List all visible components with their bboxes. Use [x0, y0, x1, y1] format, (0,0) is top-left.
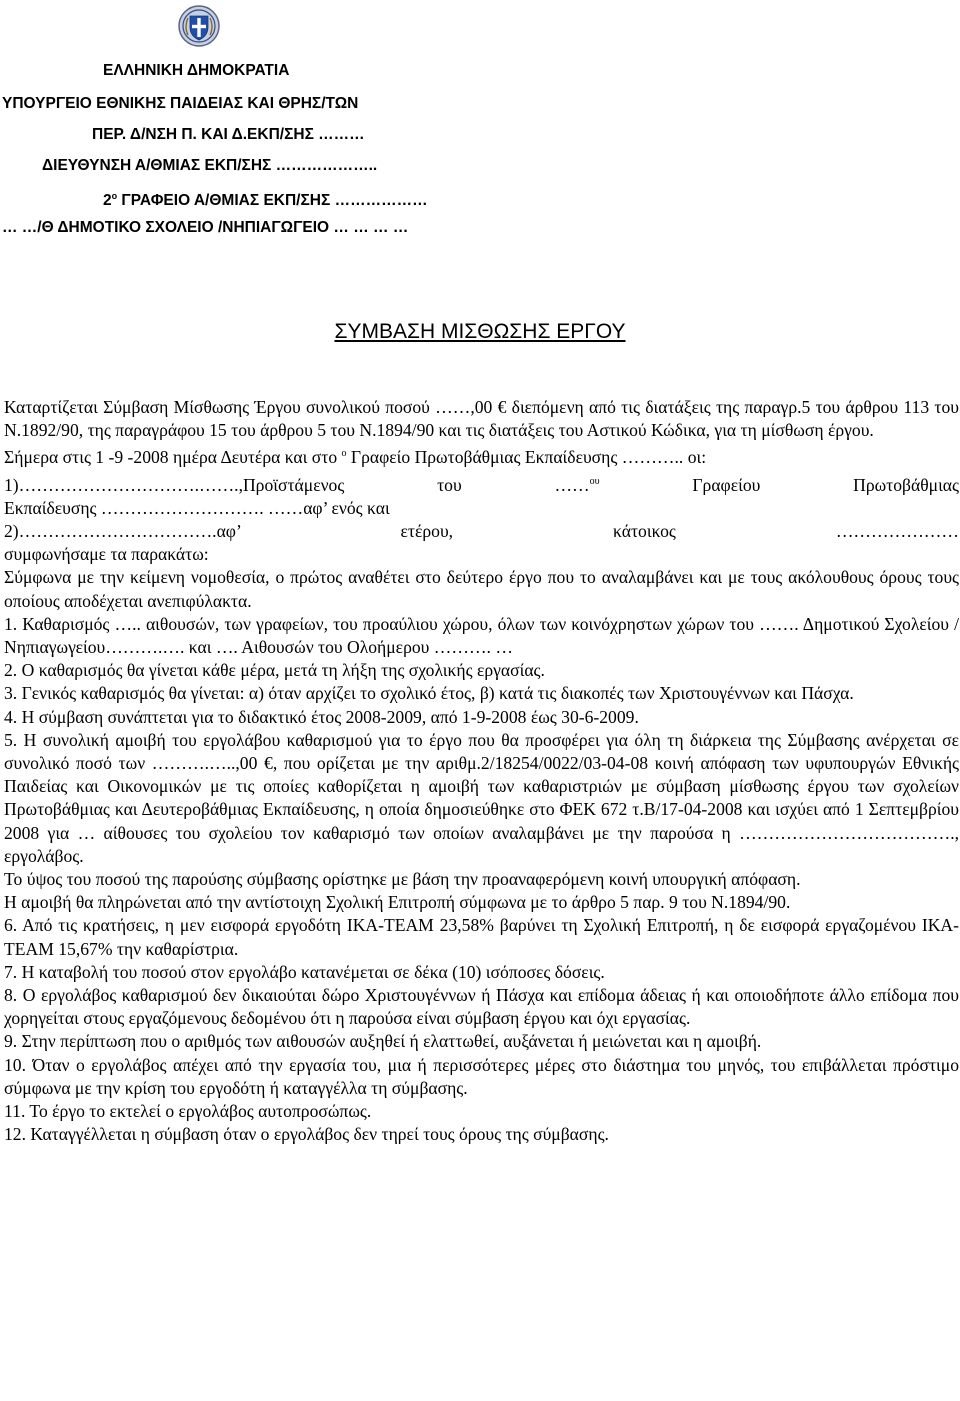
date-paragraph: Σήμερα στις 1 -9 -2008 ημέρα Δευτέρα και στο $^o$ Γραφείο Πρωτοβάθμιας Εκπαίδευσης ……….. οι:	[4, 447, 707, 468]
term-6: 6. Από τις κρατήσεις, η μεν εισφορά εργοδότη ΙΚΑ-ΤΕΑΜ 23,58% βαρύνει τη Σχολική Επιτροπή, η δε εισφορά εργαζομένου ΙΚΑ-ΤΕΑΜ 15,67% την καθαρίστρια.	[4, 915, 959, 959]
agreement-line: συμφωνήσαμε τα παρακάτω:	[4, 544, 209, 565]
term-5: 5. Η συνολική αμοιβή του εργολάβου καθαρισμού για το έργο που θα προσφέρει για όλη τη διάρκεια της Σύμβασης ανέρχεται σε συνολικό ποσό των ……….…..,00 €, που ορίζεται με την αριθμ.2/18254/0022/03-04-08 κοινή απόφαση των υφυπουργών Εθνικής Παιδείας και Οικονομικών με τις οποίες καθορίζεται η αμοιβή των καθαριστριών με σύμβαση μίσθωσης έργου των σχολείων Πρωτοβάθμιας και Δευτεροβάθμιας Εκπαίδευσης, η οποία δημοσιεύθηκε στο ΦΕΚ 672 τ.Β/17-04-2008 και ισχύει από 1 Σεπτεμβρίου 2008 για … αίθουσες του σχολείου τον καθαρισμό των οποίων αναλαμβάνει με την παρούσα η ………………………………., εργολάβος.	[4, 729, 959, 866]
intro-paragraph: Καταρτίζεται Σύμβαση Μίσθωσης Έργου συνολικού ποσού ……,00 € διεπόμενη από τις διατάξεις της παραγρ.5 του άρθρου 113 του Ν.1892/90, της παραγράφου 15 του άρθρου 5 του Ν.1894/90 και τις διατάξεις του Αστικού Κώδικα, για τη μίσθωση έργου.	[4, 397, 959, 441]
header-line-directorate: ΔΙΕΥΘΥΝΣΗ Α/ΘΜΙΑΣ ΕΚΠ/ΣΗΣ ………………..	[42, 157, 378, 174]
contract-body	[4, 396, 959, 1147]
term-5-amount-basis: Το ύψος του ποσού της παρούσης σύμβασης ορίστηκε με βάση την προαναφερόμενη κοινή υπουργική απόφαση.	[4, 869, 801, 890]
term-8: 8. Ο εργολάβος καθαρισμού δεν δικαιούται δώρο Χριστουγέννων ή Πάσχα και επίδομα άδειας ή και οποιοδήποτε άλλο επίδομα που χορηγείται στους εργαζόμενους δεδομένου ότι η παρούσα είναι σύμβαση έργου και όχι εργασίας.	[4, 985, 959, 1029]
header-line-country: ΕΛΛΗΝΙΚΗ ΔΗΜΟΚΡΑΤΙΑ	[103, 62, 290, 79]
header-line-office: $2^o$ ΓΡΑΦΕΙΟ Α/ΘΜΙΑΣ ΕΚΠ/ΣΗΣ ………………	[103, 191, 428, 209]
header-line-school: … …/Θ ΔΗΜΟΤΙΚΟ ΣΧΟΛΕΙΟ /ΝΗΠΙΑΓΩΓΕΙΟ … … … …	[2, 219, 409, 236]
document-title: ΣΥΜΒΑΣΗ ΜΙΣΘΩΣΗΣ ΕΡΓΟΥ	[334, 320, 626, 343]
term-10: 10. Όταν ο εργολάβος απέχει από την εργασία του, μια ή περισσότερες μέρες στο διάστημα του μηνός, του επιβάλλεται πρόστιμο σύμφωνα με την κρίση του εργοδότη ή καταγγέλλα τη σύμβασης.	[4, 1054, 959, 1098]
party-one-continuation: Εκπαίδευσης ………………………. ……αφ’ ενός και	[4, 497, 390, 518]
term-7: 7. Η καταβολή του ποσού στον εργολάβο κατανέμεται σε δέκα (10) ισόποσες δόσεις.	[4, 961, 605, 982]
term-3: 3. Γενικός καθαρισμός θα γίνεται: α) όταν αρχίζει το σχολικό έτος, β) κατά τις διακοπές των Χριστουγέννων και Πάσχα.	[4, 683, 854, 704]
term-1: 1. Καθαρισμός ….. αιθουσών, των γραφείων, του προαύλιου χώρου, όλων των κοινόχρηστων χώρων του ……. Δημοτικού Σχολείου / Νηπιαγωγείου……….…. και …. Αιθουσών του Ολοήμερου ………. …	[4, 613, 959, 658]
header-line-regional-directorate: ΠΕΡ. Δ/ΝΣΗ Π. ΚΑΙ Δ.ΕΚΠ/ΣΗΣ ………	[92, 126, 365, 143]
term-4: 4. Η σύμβαση συνάπτεται για το διδακτικό έτος 2008-2009, από 1-9-2008 έως 30-6-2009.	[4, 706, 639, 727]
term-12: 12. Καταγγέλλεται η σύμβαση όταν ο εργολάβος δεν τηρεί τους όρους της σύμβασης.	[4, 1124, 609, 1145]
party-two-line: 2)…………………………….αφ’ ετέρου, κάτοικος …………………	[4, 521, 959, 542]
term-5-payment: Η αμοιβή θα πληρώνεται από την αντίστοιχη Σχολική Επιτροπή σύμφωνα με το άρθρο 5 παρ. 9 του Ν.1894/90.	[4, 892, 791, 913]
term-2: 2. Ο καθαρισμός θα γίνεται κάθε μέρα, μετά τη λήξη της σχολικής εργασίας.	[4, 660, 545, 681]
term-11: 11. Το έργο το εκτελεί ο εργολάβος αυτοπροσώπως.	[4, 1101, 372, 1122]
party-one-line: 1)………………………….…….,Προϊστάμενος του ……$^{o\upsilon}$ Γραφείου Πρωτοβάθμιας	[4, 474, 959, 495]
terms-intro: Σύμφωνα με την κείμενη νομοθεσία, ο πρώτος αναθέτει στο δεύτερο έργο που το αναλαμβάνει και με τους ακόλουθους όρους τους οποίους αποδέχεται ανεπιφύλακτα.	[4, 567, 959, 611]
header-line-ministry: ΥΠΟΥΡΓΕΙΟ ΕΘΝΙΚΗΣ ΠΑΙΔΕΙΑΣ ΚΑΙ ΘΡΗΣ/ΤΩΝ	[2, 95, 359, 112]
greek-coat-of-arms-icon	[178, 5, 220, 47]
term-9: 9. Στην περίπτωση που ο αριθμός των αιθουσών αυξηθεί ή ελαττωθεί, αυξάνεται ή μειώνεται και η αμοιβή.	[4, 1031, 762, 1052]
